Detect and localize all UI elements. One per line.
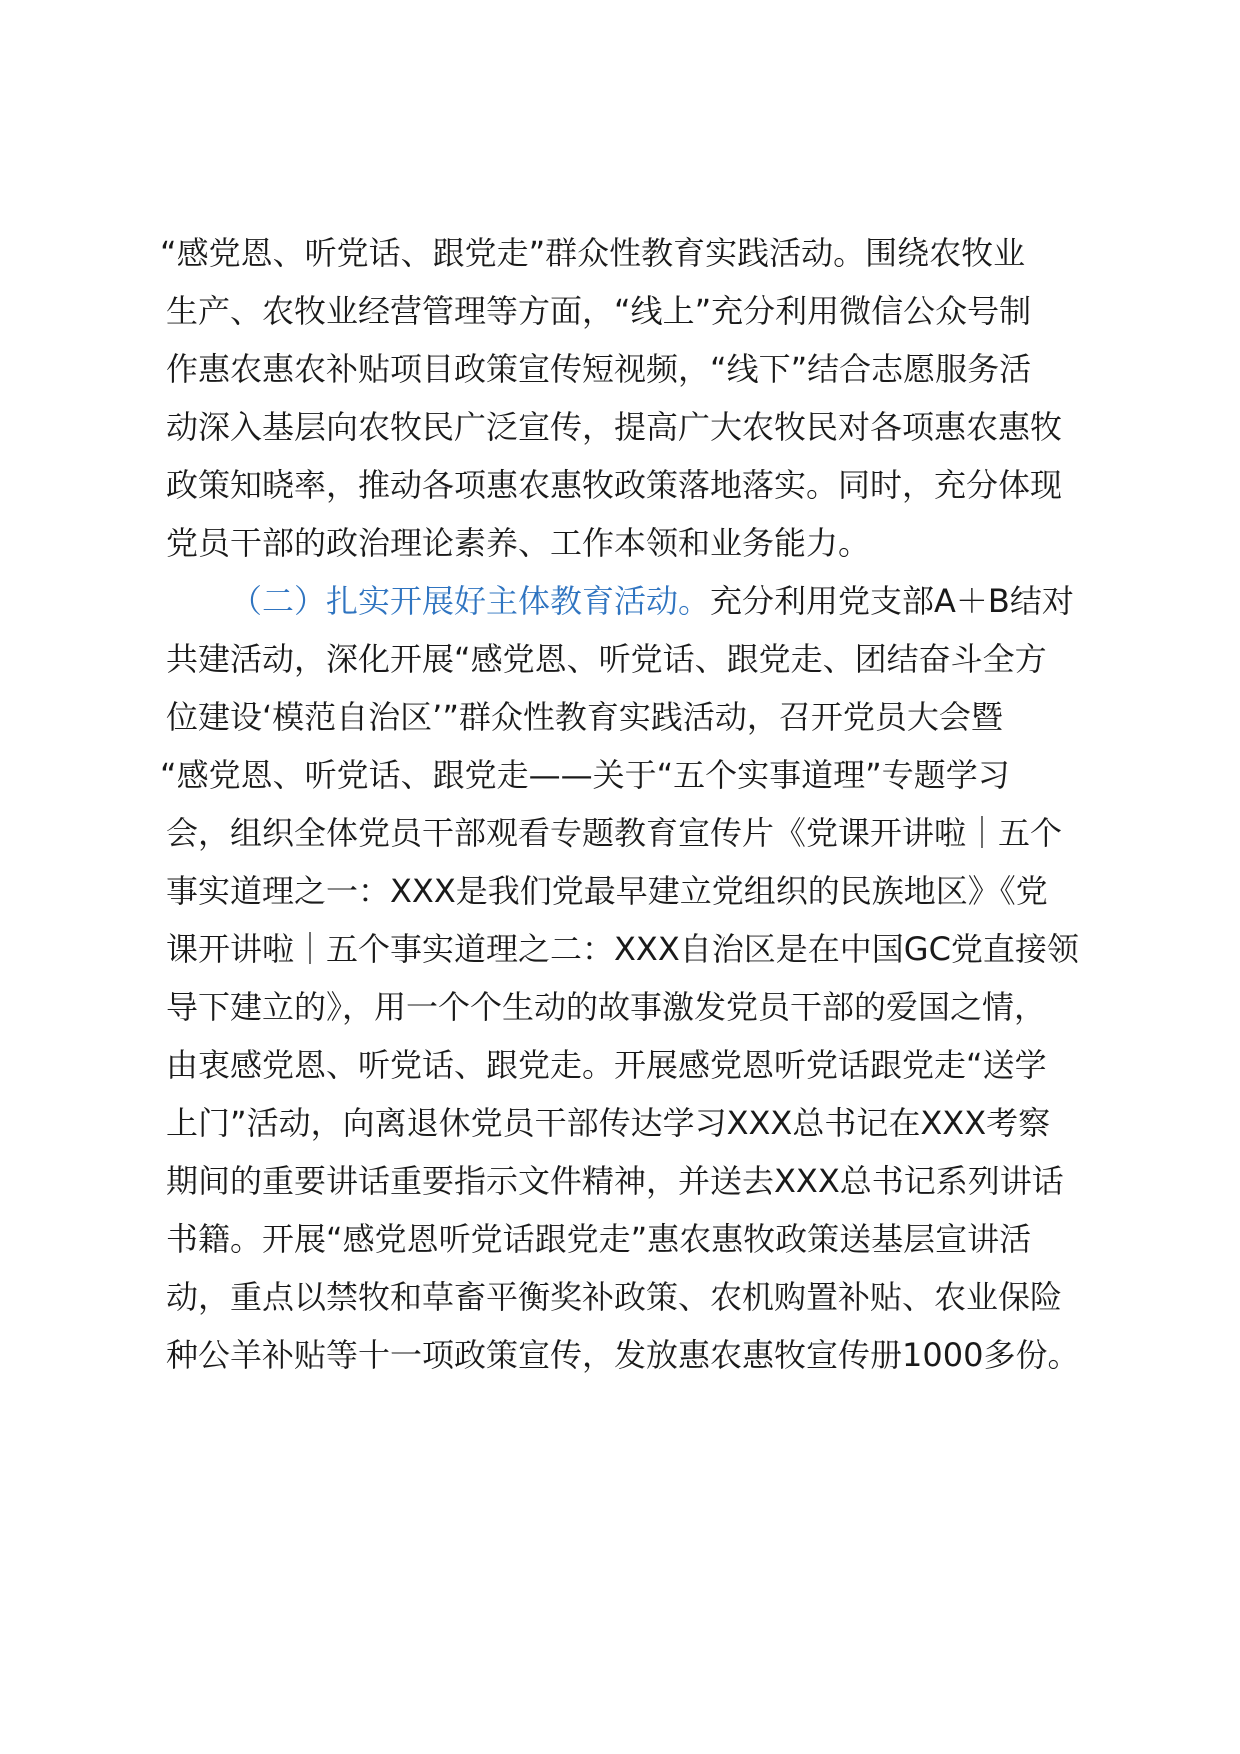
paragraph-2-line-11: 期间的重要讲话重要指示文件精神，并送去XXX总书记系列讲话 bbox=[166, 1162, 1064, 1200]
paragraph-2-line-12: 书籍。开展“感党恩听党话跟党走”惠农惠牧政策送基层宣讲活 bbox=[166, 1220, 1032, 1258]
paragraph-2-line-14: 种公羊补贴等十一项政策宣传，发放惠农惠牧宣传册1000多份。 bbox=[166, 1336, 1080, 1374]
paragraph-1-line-2: 生产、农牧业经营管理等方面，“线上”充分利用微信公众号制 bbox=[166, 292, 1032, 330]
paragraph-1-line-4: 动深入基层向农牧民广泛宣传，提高广大农牧民对各项惠农惠牧 bbox=[166, 408, 1063, 446]
paragraph-2-line-8: 导下建立的》，用一个个生动的故事激发党员干部的爱国之情， bbox=[166, 988, 1047, 1026]
paragraph-2-first-line-text: 充分利用党支部A＋B结对 bbox=[710, 582, 1074, 620]
paragraph-1-line-5: 政策知晓率，推动各项惠农惠牧政策落地落实。同时，充分体现 bbox=[166, 466, 1063, 504]
paragraph-2-line-10: 上门”活动，向离退休党员干部传达学习XXX总书记在XXX考察 bbox=[166, 1104, 1051, 1142]
paragraph-2-line-7: 课开讲啦｜五个事实道理之二：XXX自治区是在中国GC党直接领 bbox=[166, 930, 1079, 968]
paragraph-2-line-13: 动，重点以禁牧和草畜平衡奖补政策、农机购置补贴、农业保险 bbox=[166, 1278, 1063, 1316]
paragraph-2-line-6: 事实道理之一：XXX是我们党最早建立党组织的民族地区》《党 bbox=[166, 872, 1048, 910]
paragraph-2-first-line bbox=[230, 581, 1074, 621]
section-heading: （二）扎实开展好主体教育活动。 bbox=[230, 582, 711, 620]
paragraph-1-line-6: 党员干部的政治理论素养、工作本领和业务能力。 bbox=[166, 524, 871, 562]
paragraph-1-line-1: “感党恩、听党话、跟党走”群众性教育实践活动。围绕农牧业 bbox=[160, 234, 1026, 272]
paragraph-1-line-3: 作惠农惠农补贴项目政策宣传短视频，“线下”结合志愿服务活 bbox=[166, 350, 1032, 388]
paragraph-2-line-2: 共建活动，深化开展“感党恩、听党话、跟党走、团结奋斗全方 bbox=[166, 640, 1047, 678]
paragraph-2-line-4: “感党恩、听党话、跟党走——关于“五个实事道理”专题学习 bbox=[160, 756, 1010, 794]
paragraph-2-line-3: 位建设‘模范自治区’”群众性教育实践活动，召开党员大会暨 bbox=[166, 698, 1003, 736]
paragraph-2-line-5: 会，组织全体党员干部观看专题教育宣传片《党课开讲啦｜五个 bbox=[166, 814, 1063, 852]
paragraph-2-line-9: 由衷感党恩、听党话、跟党走。开展感党恩听党话跟党走“送学 bbox=[166, 1046, 1047, 1084]
